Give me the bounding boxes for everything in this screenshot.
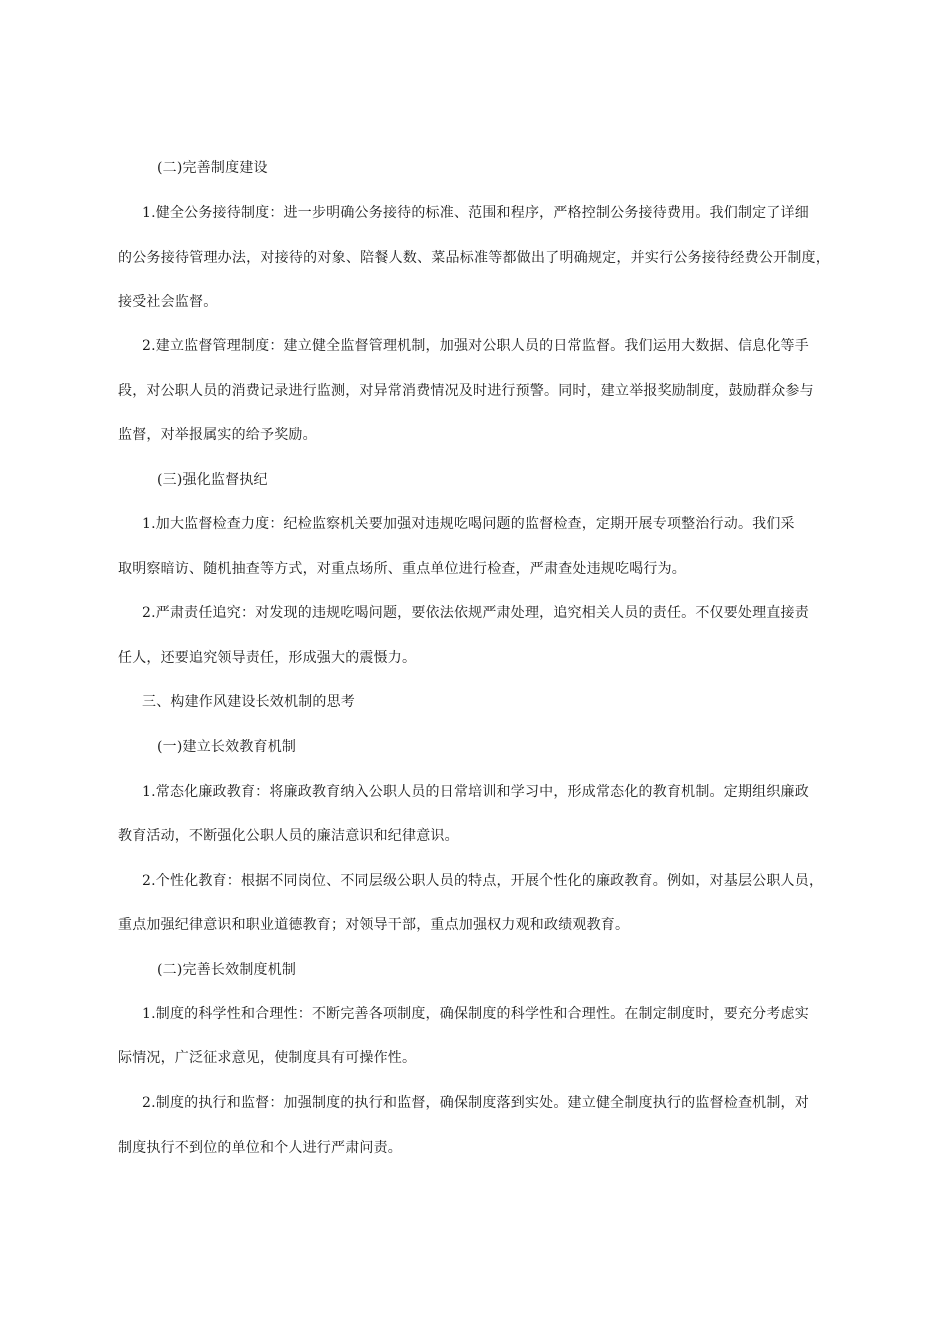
- paragraph-line: 监督，对举报属实的给予奖励。: [118, 427, 317, 443]
- paragraph-line: 段，对公职人员的消费记录进行监测，对异常消费情况及时进行预警。同时，建立举报奖励制度，鼓励群众参与: [118, 383, 814, 399]
- paragraph-line: 接受社会监督。: [118, 294, 218, 310]
- paragraph-line: 任人，还要追究领导责任，形成强大的震慑力。: [118, 650, 417, 666]
- section-heading: (一)建立长效教育机制: [157, 739, 297, 755]
- paragraph-line: 1.健全公务接待制度：进一步明确公务接待的标准、范围和程序，严格控制公务接待费用。我们制定了详细: [142, 205, 809, 221]
- paragraph-line: 2.严肃责任追究：对发现的违规吃喝问题，要依法依规严肃处理，追究相关人员的责任。不仅要处理直接责: [142, 605, 809, 621]
- paragraph-line: 1.常态化廉政教育：将廉政教育纳入公职人员的日常培训和学习中，形成常态化的教育机制。定期组织廉政: [142, 784, 809, 800]
- paragraph-line: 教育活动，不断强化公职人员的廉洁意识和纪律意识。: [118, 828, 459, 844]
- section-heading: (二)完善制度建设: [157, 160, 268, 176]
- paragraph-line: 际情况，广泛征求意见，使制度具有可操作性。: [118, 1050, 417, 1066]
- paragraph-line: 制度执行不到位的单位和个人进行严肃问责。: [118, 1140, 402, 1156]
- paragraph-line: 2.制度的执行和监督：加强制度的执行和监督，确保制度落到实处。建立健全制度执行的监督检查机制，对: [142, 1095, 809, 1111]
- paragraph-line: 2.建立监督管理制度：建立健全监督管理机制，加强对公职人员的日常监督。我们运用大数据、信息化等手: [142, 338, 809, 354]
- chapter-heading: 三、构建作风建设长效机制的思考: [142, 694, 355, 710]
- paragraph-line: 1.加大监督检查力度：纪检监察机关要加强对违规吃喝问题的监督检查，定期开展专项整治行动。我们采: [142, 516, 795, 532]
- paragraph-line: 取明察暗访、随机抽查等方式，对重点场所、重点单位进行检查，严肃查处违规吃喝行为。: [118, 561, 686, 577]
- paragraph-line: 重点加强纪律意识和职业道德教育；对领导干部，重点加强权力观和政绩观教育。: [118, 917, 630, 933]
- paragraph-line: 2.个性化教育：根据不同岗位、不同层级公职人员的特点，开展个性化的廉政教育。例如，对基层公职人员，: [142, 873, 824, 889]
- section-heading: (三)强化监督执纪: [157, 472, 268, 488]
- section-heading: (二)完善长效制度机制: [157, 962, 297, 978]
- paragraph-line: 的公务接待管理办法，对接待的对象、陪餐人数、菜品标准等都做出了明确规定，并实行公务接待经费公开制度，: [118, 250, 830, 266]
- paragraph-line: 1.制度的科学性和合理性：不断完善各项制度，确保制度的科学性和合理性。在制定制度时，要充分考虑实: [142, 1006, 809, 1022]
